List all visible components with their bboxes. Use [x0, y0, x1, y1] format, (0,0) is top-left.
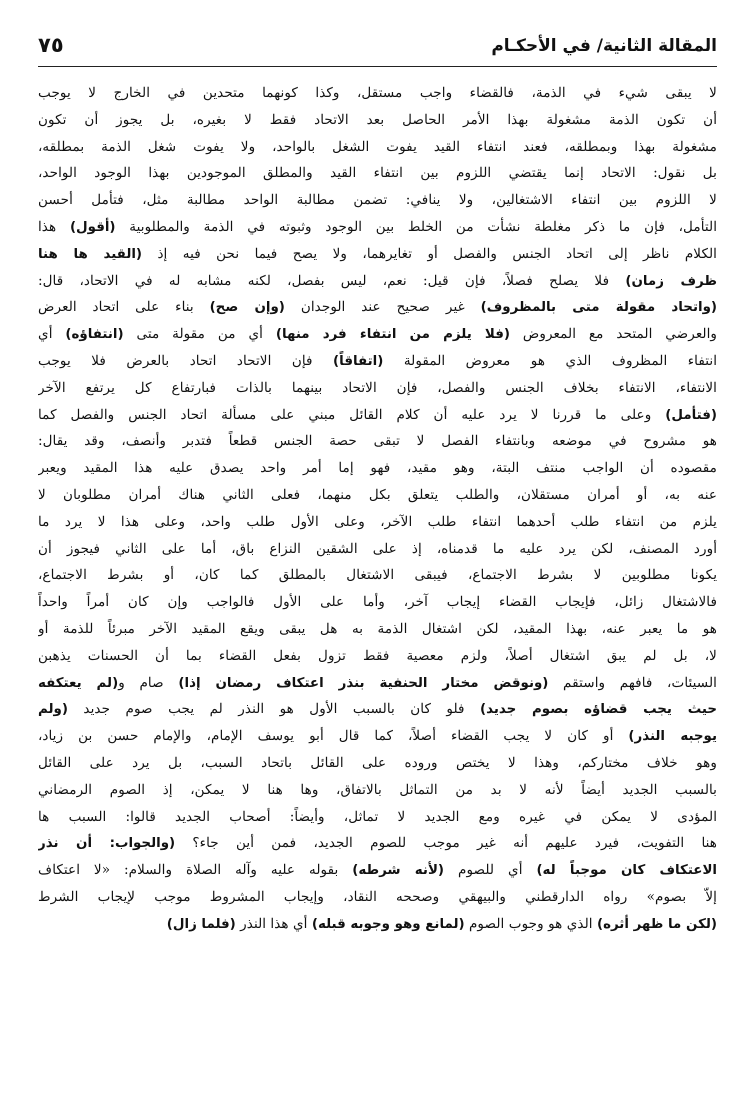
- text-line: [38, 80, 717, 107]
- text-line: [38, 616, 717, 643]
- text-line: [38, 294, 717, 321]
- bold-text-segment: الاعتكاف كان موجباً له): [536, 863, 717, 879]
- text-segment: والعرضي المتحد مع المعروض: [509, 326, 717, 343]
- bold-text-segment: (فلا يلزم من انتفاء فرد منها): [275, 327, 510, 343]
- text-segment: الذي هو وجوب الصوم: [464, 915, 597, 932]
- text-line: [38, 536, 717, 563]
- text-segment: غير صحيح عند الوجدان: [284, 299, 481, 316]
- text-line: [38, 643, 717, 670]
- bold-text-segment: (لمانع وهو وجوبه قبله): [311, 916, 465, 932]
- text-line: [38, 428, 717, 455]
- text-segment: يلزم من انتفاء طلب أحدهما انتفاء طلب الآخر، وعلى الأول طلب واحد، وعلى هذا لا يرد ما: [38, 513, 717, 530]
- text-line: [38, 509, 717, 536]
- text-segment: الكلام ناظر إلى اتحاد الجنس والفصل أو تغايرهما، ولا يصح فيما نحن فيه إذ: [142, 245, 717, 262]
- text-segment: لا يبقى شيء في الذمة، فالقضاء واجب مستقل، وكذا كونهما متحدين في الخارج لا يوجب: [38, 85, 717, 101]
- body-text: [38, 80, 717, 938]
- text-segment: أي للصوم: [444, 862, 537, 879]
- bold-text-segment: (فتأمل): [665, 407, 717, 423]
- text-line: [38, 723, 717, 750]
- bold-text-segment: (ولم: [38, 702, 68, 718]
- text-line: [38, 857, 717, 884]
- text-line: [38, 241, 717, 268]
- text-segment: عنه به، أو أمران مستقلان، والطلب يتعلق بكل منهما، فعلى الثاني هناك أمران مطلوبان لا: [38, 486, 717, 503]
- text-segment: وهو خلاف مختاركم، وهذا لا يختص وروده على القائل باتحاد السبب، بل يرد على القائل: [38, 754, 717, 771]
- bold-text-segment: (لكن ما ظهر أثره): [596, 916, 717, 932]
- text-segment: التأمل، فإن ما ذكر مغلطة نشأت من الخلط بين الوجود وثبوته في الذمة والمطلوبية: [115, 218, 717, 235]
- text-segment: أي هذا النذر: [235, 915, 312, 932]
- text-segment: وعلى ما قررنا لا يرد عليه أن كلام القائل مبني على مسألة اتحاد الجنس والفصل كما: [38, 406, 666, 423]
- text-line: [38, 268, 717, 295]
- text-segment: بقوله عليه وآله الصلاة والسلام: «لا اعتكاف: [38, 862, 353, 879]
- bold-text-segment: (وإن صح): [209, 300, 285, 316]
- text-segment: فإن الاتحاد اتحاد بالعرض فلا يوجب: [38, 352, 334, 369]
- text-line: [38, 375, 717, 402]
- text-segment: هو ما يعبر عنه، بهذا المقيد، لكن اشتغال الذمة به هل يبقى ويقع المقيد الآخر مبرئاً للذمة أو: [38, 620, 717, 637]
- text-line: [38, 107, 717, 134]
- text-line: [38, 830, 717, 857]
- text-line: [38, 348, 717, 375]
- text-line: [38, 670, 717, 697]
- text-segment: إلاّ بصوم» رواه الدارقطني والبيهقي وصححه النقاد، وإيجاب المشروط موجب لإيجاب الشرط: [38, 888, 717, 905]
- text-segment: هو مشروح في موضعه وبانتفاء الفصل لا تبقى حصة الجنس قطعاً فتدبر وأنصف، وقد يقال:: [38, 433, 717, 450]
- bold-text-segment: (أقول): [69, 219, 116, 235]
- text-line: [38, 589, 717, 616]
- text-segment: مقصوده أن الواجب منتف البتة، وهو مقيد، فهو إما أمر واحد يصدق عليه هذا المقيد ويعبر: [38, 460, 717, 477]
- bold-text-segment: (لم يعتكفه: [38, 675, 119, 691]
- bold-text-segment: ظرف زمان): [625, 273, 717, 289]
- text-line: [38, 911, 717, 938]
- text-segment: لا اللزوم بين انتفاء الاشتغالين، ولا ينافي: تضمن مطالبة الواحد مطالبة مثل، فتأمل أحسن: [38, 192, 717, 209]
- page-number: ٧٥: [38, 33, 64, 57]
- text-line: [38, 187, 717, 214]
- running-title: المقالة الثانية/ في الأحكـام: [491, 36, 717, 56]
- text-segment: بناء على اتحاد العرض: [38, 299, 210, 316]
- text-segment: صام و: [118, 674, 179, 691]
- text-segment: مشغولة بهذا وبمطلقه، فعند انتفاء القيد يفوت الشغل بالواحد، ولا يفوت شغل الذمة بمطلقه،: [38, 138, 717, 155]
- text-segment: أي من مقولة متى: [123, 326, 276, 343]
- bold-text-segment: يوجبه النذر): [628, 729, 717, 745]
- text-segment: فالاشتغال زائل، فإيجاب القضاء إيجاب آخر، وأما على الأول فالواجب وإن كان أمراً واحداً: [38, 594, 717, 611]
- text-line: [38, 884, 717, 911]
- text-line: [38, 696, 717, 723]
- text-line: [38, 134, 717, 161]
- bold-text-segment: (اتفاقاً): [333, 353, 384, 369]
- text-segment: فلا يصلح فصلاً، فإن قيل: نعم، ليس بفصل، لكنه مشابه له في الاتحاد، قال:: [38, 272, 626, 289]
- text-line: [38, 482, 717, 509]
- text-segment: السيئات، فافهم واستقم: [548, 674, 717, 691]
- text-segment: يكونا مطلوبين لا بشرط الاجتماع، فيبقى الاشتغال بالمطلق كما كان، أو بشرط الاجتماع،: [38, 567, 717, 584]
- text-segment: هذا: [38, 218, 70, 235]
- text-segment: هنا التفويت، فيرد عليهم أنه غير موجب للصوم الجديد، فمن أين جاء؟: [175, 835, 717, 852]
- bold-text-segment: (ونوقض مختار الحنفية بنذر اعتكاف رمضان إذا): [178, 675, 549, 691]
- text-line: [38, 750, 717, 777]
- text-segment: المؤدى لا يمكن في غيره ومع الجديد لا تماثل، وأيضاً: أصحاب الجديد قالوا: السبب ها: [38, 808, 717, 825]
- text-line: [38, 455, 717, 482]
- text-segment: أن تكون الذمة مشغولة بهذا الأمر الحاصل بعد الاتحاد فقط لا بغيره، بل يجوز أن تكون: [38, 111, 717, 128]
- text-line: [38, 321, 717, 348]
- text-segment: أورد المصنف، لكن يرد عليه ما قدمناه، إذ على الشقين النزاع باق، أما على الثاني فيجوز أن: [38, 540, 717, 557]
- page-header: [38, 34, 717, 62]
- bold-text-segment: (انتفاؤه): [65, 327, 124, 343]
- bold-text-segment: حيث يجب قضاؤه بصوم جديد): [479, 702, 717, 718]
- text-segment: بالسبب الجديد أيضاً لأنه لا بد من التماثل بالاتفاق، وها هنا لا يمكن، إذ الصوم الرمضاني: [38, 781, 717, 798]
- bold-text-segment: (والجواب: أن نذر: [38, 836, 176, 852]
- text-segment: الانتفاء، الانتفاء بخلاف الجنس والفصل، فإن الاتحاد بينهما بالذات فبارتفاع كل يرتفع الآخر: [38, 379, 717, 396]
- bold-text-segment: (واتحاد مقولة متى بالمظروف): [480, 300, 717, 316]
- text-line: [38, 777, 717, 804]
- text-line: [38, 402, 717, 429]
- bold-text-segment: (القيد ها هنا: [38, 246, 143, 262]
- header-divider: [38, 66, 717, 67]
- text-line: [38, 160, 717, 187]
- text-segment: أو كان لا يجب القضاء أصلاً، كما قال أبو يوسف الإمام، والإمام حسن بن زياد،: [38, 728, 629, 745]
- text-segment: انتفاء المظروف الذي هو معروض المقولة: [383, 352, 717, 369]
- text-segment: لا، بل لم يبق اشتغال أصلاً، ولزم معصية فقط تزول بفعل القضاء بما أن الحسنات يذهبن: [38, 647, 717, 664]
- text-segment: بل نقول: الاتحاد إنما يقتضي اللزوم بين انتفاء القيد والمطلق الموجودين بهذا الوجود الواحد،: [38, 165, 717, 182]
- bold-text-segment: (فلما زال): [166, 916, 236, 932]
- text-segment: أي: [38, 326, 66, 343]
- text-line: [38, 562, 717, 589]
- text-line: [38, 214, 717, 241]
- text-segment: فلو كان بالسبب الأول هو النذر لم يجب صوم جديد: [67, 701, 480, 718]
- bold-text-segment: (لأنه شرطه): [352, 863, 445, 879]
- text-line: [38, 804, 717, 831]
